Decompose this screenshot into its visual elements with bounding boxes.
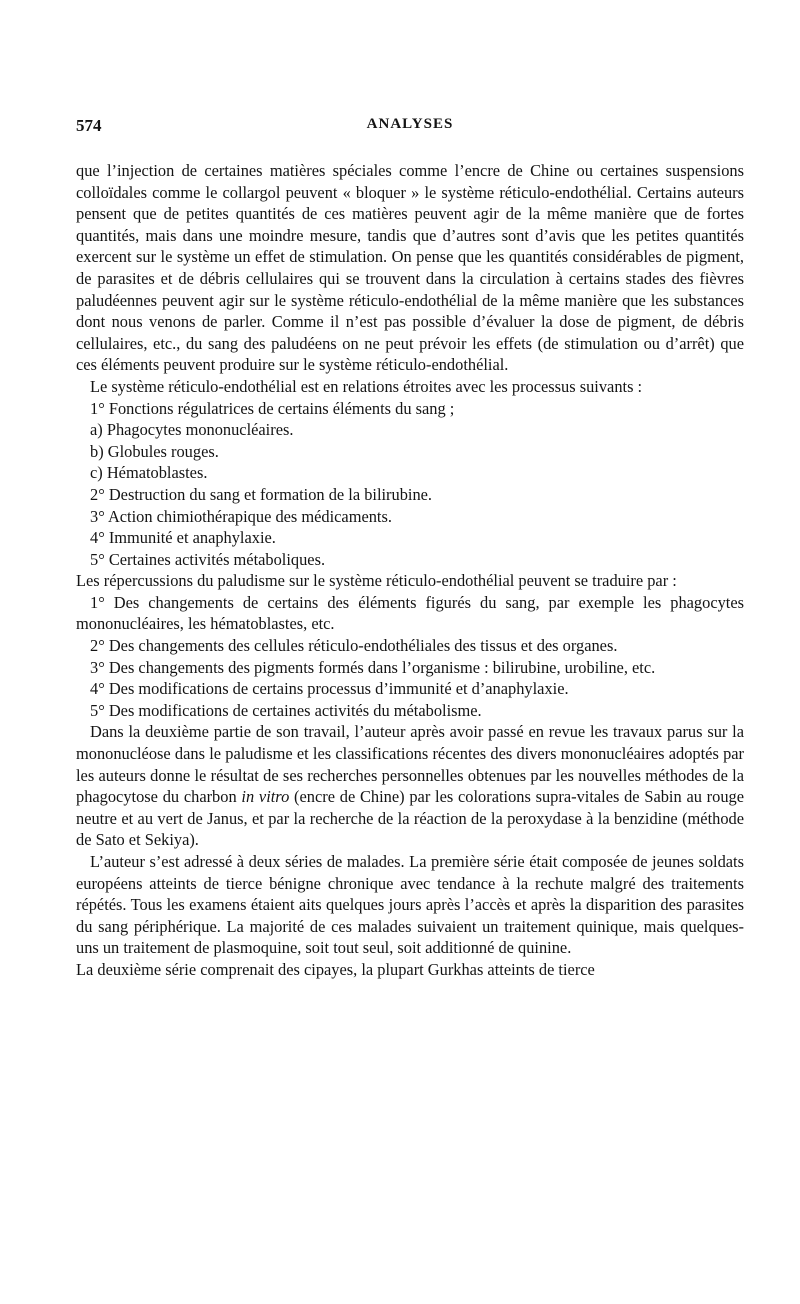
list-item: 1° Fonctions régulatrices de certains éléments du sang ; xyxy=(90,398,455,418)
running-title: ANALYSES xyxy=(366,116,454,132)
list-item: 1° Des changements de certains des éléments figurés du sang, par exemple les phagocytes mononucléaires, les hématoblastes, etc. xyxy=(76,592,744,634)
paragraph-3: Les répercussions du paludisme sur le système réticulo-endothélial peuvent se traduire par : xyxy=(76,571,677,591)
paragraph-4-italic: in vitro xyxy=(241,787,290,807)
list-item: 5° Certaines activités métaboliques. xyxy=(90,549,326,569)
list-item: 3° Des changements des pigments formés dans l’organisme : bilirubine, urobiline, etc. xyxy=(90,657,656,677)
paragraph-4-text: Dans la deuxième partie de son travail, l’auteur après avoir passé en revue les travaux parus sur la mononucléose dans le paludisme et les classifications récentes des divers mononucléaires adoptés par les auteurs donne le résultat de ses recherches personnelles obtenues par les nouvelles méthodes de la phagocytose du charbon xyxy=(76,722,744,807)
document-page xyxy=(76,116,744,981)
list-item: 5° Des modifications de certaines activités du métabolisme. xyxy=(90,700,482,720)
paragraph-6: La deuxième série comprenait des cipayes, la plupart Gurkhas atteints de tierce xyxy=(76,959,595,979)
paragraph-4-text-end: (encre de Chine) par les colorations supra-vitales de Sabin au rouge neutre et au vert de Janus, et par la recherche de la réaction de la peroxydase à la benzidine (méthode de Sato et Sekiya). xyxy=(76,787,745,850)
list-item: 4° Des modifications de certains processus d’immunité et d’anaphylaxie. xyxy=(90,679,569,699)
list-item: b) Globules rouges. xyxy=(90,441,219,461)
page-number: 574 xyxy=(76,116,102,135)
list-item: 4° Immunité et anaphylaxie. xyxy=(90,528,276,548)
repercussions-list xyxy=(76,592,744,722)
paragraph-2: Le système réticulo-endothélial est en relations étroites avec les processus suivants : xyxy=(90,376,643,396)
paragraph-5: L’auteur s’est adressé à deux séries de malades. La première série était composée de jeunes soldats européens atteints de tierce bénigne chronique avec tendance à la rechute malgré des traitements répétés. Tous les examens étaient aits quelques jours après l’accès et après la disparition des parasites du sang périphérique. La majorité de ces malades suivaient un traitement quinique, mais quelques-uns un traitement de plasmoquine, soit tout seul, soit additionné de quinine. xyxy=(76,852,744,958)
paragraph-4 xyxy=(76,721,744,851)
body-text xyxy=(76,160,744,981)
list-item: 3° Action chimiothérapique des médicaments. xyxy=(90,506,392,526)
paragraph-1: que l’injection de certaines matières spéciales comme l’encre de Chine ou certaines suspensions colloïdales comme le collargol peuvent « bloquer » le système réticulo-endothélial. Certains auteurs pensent que de petites quantités de ces matières peuvent agir de la même manière que de fortes quantités, mais dans une moindre mesure, tandis que d’autres sont d’avis que les petites quantités exercent sur le système un effet de stimulation. On pense que les quantités considérables de pigment, de parasites et de débris cellulaires qui se trouvent dans la circulation à certains stades des fièvres paludéennes peuvent agir sur le système réticulo-endothélial de la même manière que les substances dont nous venons de parler. Comme il n’est pas possible d’évaluer la dose de pigment, de débris cellulaires, etc., du sang des paludéens on ne peut prévoir les effets (de stimulation ou d’arrêt) que ces éléments peuvent produire sur le système réticulo-endothélial. xyxy=(76,161,744,375)
page-header xyxy=(76,116,744,146)
list-item: 2° Des changements des cellules réticulo-endothéliales des tissus et des organes. xyxy=(90,636,618,656)
list-item: c) Hématoblastes. xyxy=(90,463,208,483)
list-item: a) Phagocytes mononucléaires. xyxy=(90,420,294,440)
processes-list xyxy=(76,398,744,571)
list-item: 2° Destruction du sang et formation de la bilirubine. xyxy=(90,484,433,504)
